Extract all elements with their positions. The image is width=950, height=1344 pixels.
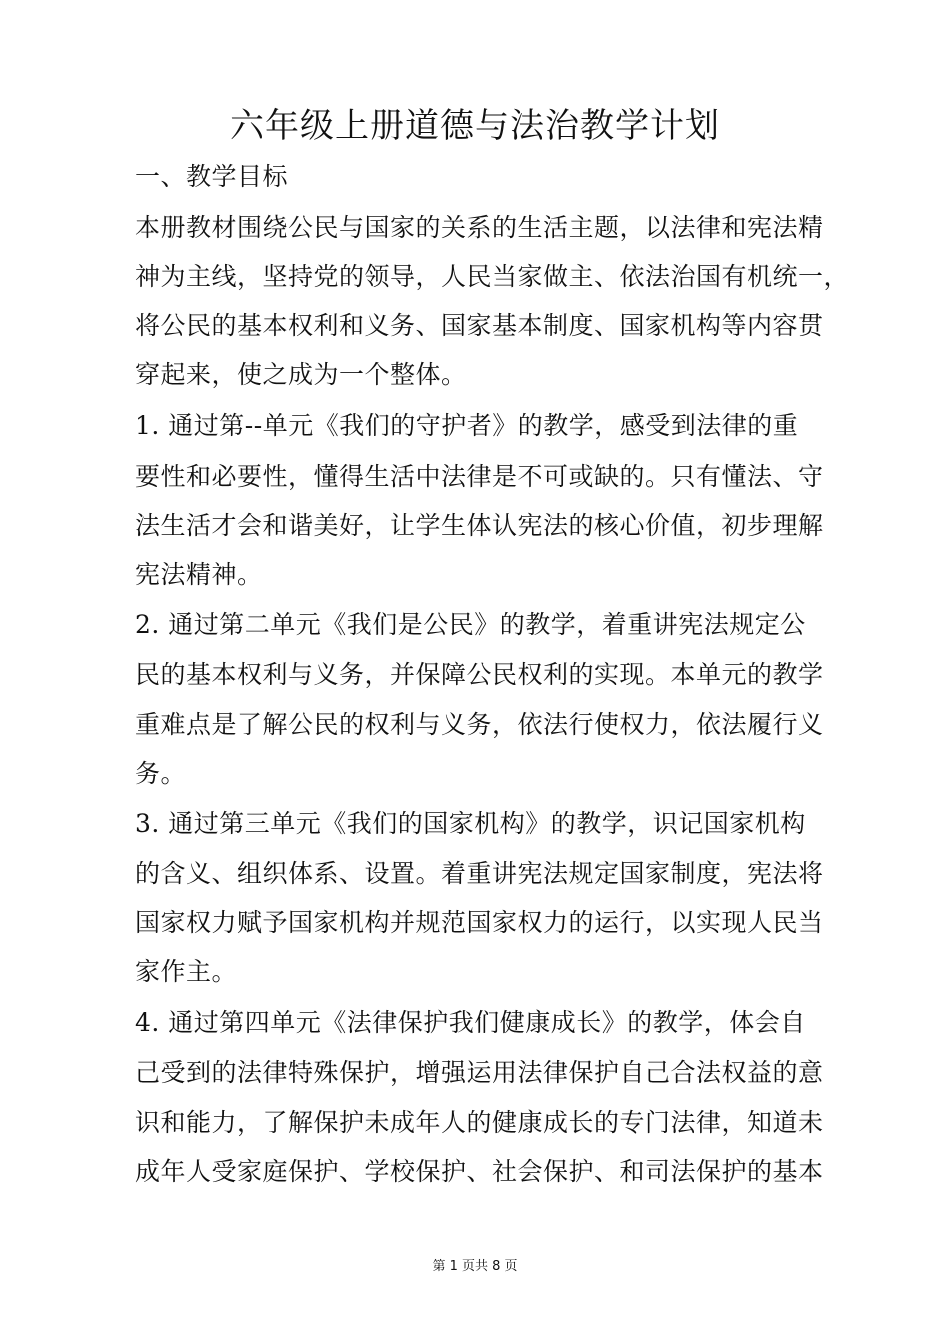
body-line: 法生活才会和谐美好，让学生体认宪法的核心价值，初步理解 xyxy=(135,511,824,540)
body-line: 神为主线，坚持党的领导，人民当家做主、依法治国有机统一， xyxy=(135,262,850,291)
body-line: 家作主。 xyxy=(135,957,238,986)
body-line: 务。 xyxy=(135,759,187,788)
body-line: 己受到的法律特殊保护，增强运用法律保护自己合法权益的意 xyxy=(135,1058,824,1087)
page-footer: 第 1 页共 8 页 xyxy=(432,1259,518,1274)
body-line: 成年人受家庭保护、学校保护、社会保护、和司法保护的基本 xyxy=(135,1157,824,1186)
body-line: 识和能力，了解保护未成年人的健康成长的专门法律，知道未 xyxy=(135,1108,824,1137)
body-line: 4. 通过第四单元《法律保护我们健康成长》的教学，体会自 xyxy=(135,1008,806,1037)
body-line: 本册教材围绕公民与国家的关系的生活主题，以法律和宪法精 xyxy=(135,213,824,242)
document-title: 六年级上册道德与法治教学计划 xyxy=(230,106,720,146)
section-heading: 一、教学目标 xyxy=(135,162,289,191)
body-line: 将公民的基本权利和义务、国家基本制度、国家机构等内容贯 xyxy=(135,311,824,340)
body-line: 1. 通过第--单元《我们的守护者》的教学，感受到法律的重 xyxy=(135,411,799,440)
body-line: 国家权力赋予国家机构并规范国家权力的运行，以实现人民当 xyxy=(135,908,824,937)
body-line: 的含义、组织体系、设置。着重讲宪法规定国家制度，宪法将 xyxy=(135,859,824,888)
body-line: 穿起来，使之成为一个整体。 xyxy=(135,360,467,389)
body-line: 民的基本权利与义务，并保障公民权利的实现。本单元的教学 xyxy=(135,660,824,689)
body-line: 重难点是了解公民的权利与义务，依法行使权力，依法履行义 xyxy=(135,710,824,739)
body-line: 3. 通过第三单元《我们的国家机构》的教学，识记国家机构 xyxy=(135,809,806,838)
body-line: 要性和必要性，懂得生活中法律是不可或缺的。只有懂法、守 xyxy=(135,462,824,491)
body-line: 宪法精神。 xyxy=(135,560,263,589)
body-line: 2. 通过第二单元《我们是公民》的教学，着重讲宪法规定公 xyxy=(135,610,806,639)
